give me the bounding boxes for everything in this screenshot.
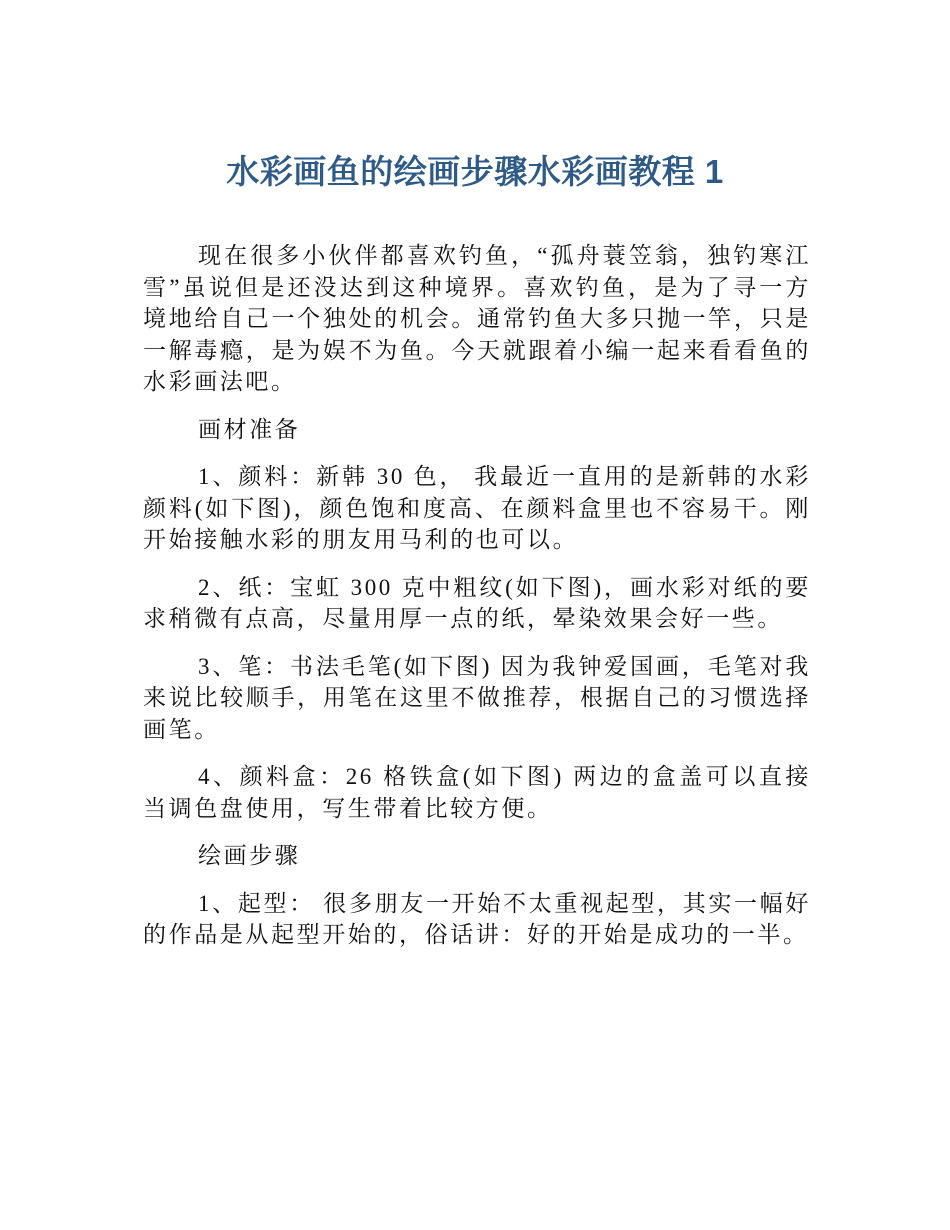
- material-paint-paragraph: 1、颜料：新韩 30 色， 我最近一直用的是新韩的水彩颜料(如下图)，颜色饱和度高、在颜料盒里也不容易干。刚开始接触水彩的朋友用马利的也可以。: [143, 464, 811, 552]
- section-heading-steps: 绘画步骤: [198, 843, 301, 868]
- section-heading-materials: 画材准备: [198, 416, 301, 442]
- material-paper-paragraph: 2、纸：宝虹 300 克中粗纹(如下图)，画水彩对纸的要求稍微有点高，尽量用厚一点的纸，晕染效果会好一些。: [143, 574, 811, 631]
- document-title: 水彩画鱼的绘画步骤水彩画教程 1: [226, 153, 724, 190]
- material-palette-paragraph: 4、颜料盒：26 格铁盒(如下图) 两边的盒盖可以直接当调色盘使用，写生带着比较方便。: [143, 764, 811, 821]
- intro-paragraph: 现在很多小伙伴都喜欢钓鱼，“孤舟蓑笠翁，独钓寒江雪”虽说但是还没达到这种境界。喜欢钓鱼，是为了寻一方境地给自己一个独处的机会。通常钓鱼大多只抛一竿，只是一解毒瘾，是为娱不为鱼。今天就跟着小编一起来看看鱼的水彩画法吧。: [143, 243, 811, 394]
- document-body: [143, 240, 811, 967]
- step-sketch-paragraph: 1、起型： 很多朋友一开始不太重视起型，其实一幅好的作品是从起型开始的，俗话讲：好的开始是成功的一半。: [143, 890, 811, 947]
- material-brush-paragraph: 3、笔：书法毛笔(如下图) 因为我钟爱国画，毛笔对我来说比较顺手，用笔在这里不做推荐，根据自己的习惯选择画笔。: [143, 653, 811, 742]
